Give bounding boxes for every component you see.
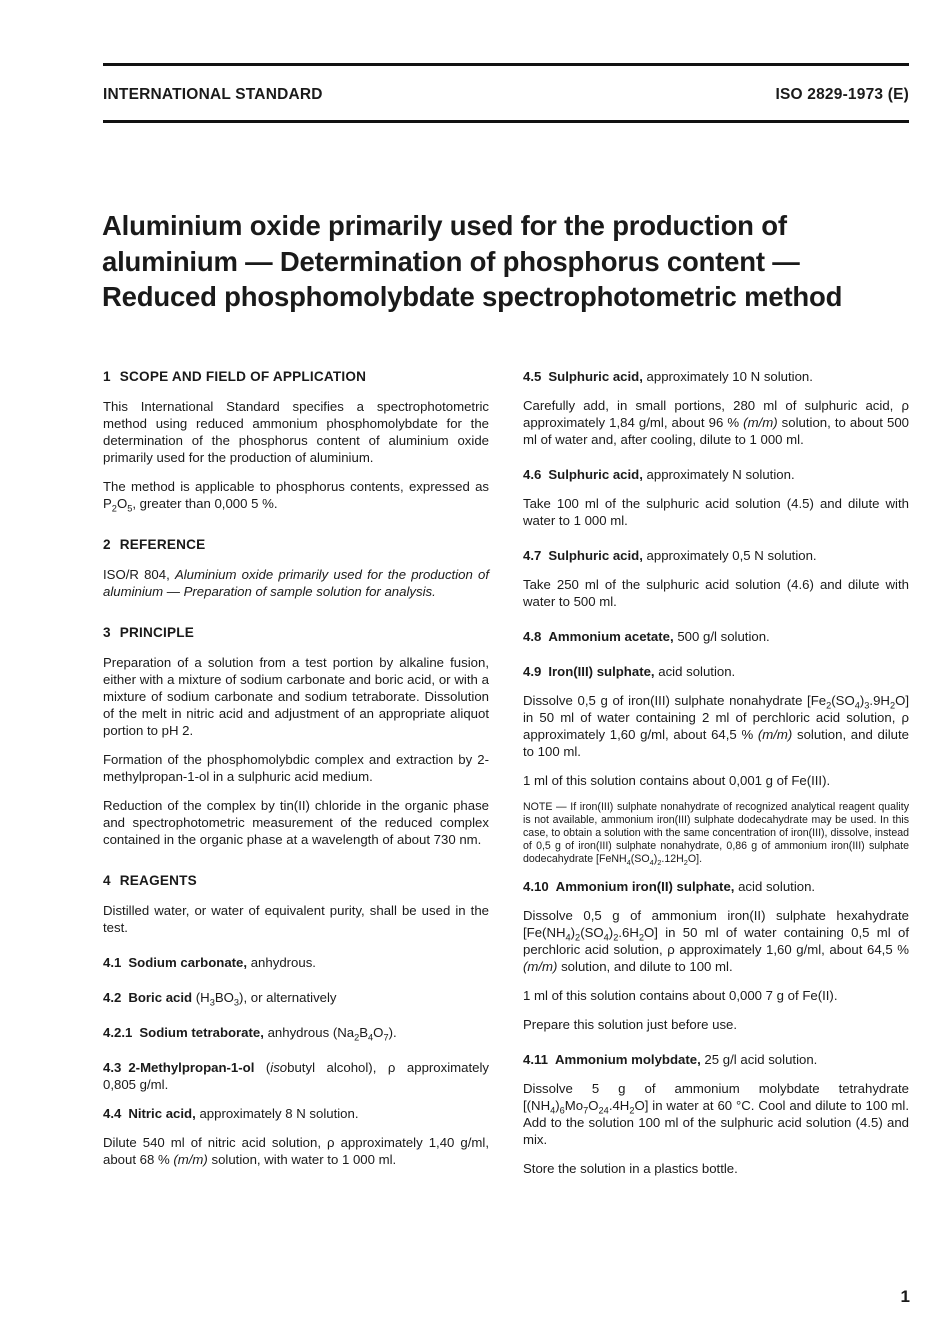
reagent-4-10-preparation: Prepare this solution just before use. [523,1017,738,1032]
reagent-4-5-method: Carefully add, in small portions, 280 ml of sulphuric acid, ρ approximately 1,84 g/ml, about 96 % (m/m) solution, to about 500 ml of water and, after cooling, dilute to 1 000 ml. [523,398,910,447]
section-1-heading: 1 SCOPE AND FIELD OF APPLICATION [103,369,367,384]
section-4-heading: 4 REAGENTS [103,873,197,888]
section-1-paragraph: This International Standard specifies a spectrophotometric method using reduced ammonium phosphomolybdate for the determination of the phosphorus content of aluminium oxide primarily used for the production of aluminium. [103,399,489,465]
section-3-heading: 3 PRINCIPLE [103,625,195,640]
standard-label: INTERNATIONAL STANDARD [103,86,323,103]
principle-paragraph-3: Reduction of the complex by tin(II) chloride in the organic phase and spectrophotometric measurement of the reduced complex contained in the organic phase at a wavelength of about 730 nm. [103,798,489,847]
reagent-4-10: 4.10 Ammonium iron(II) sulphate, acid solution. [523,879,816,894]
reagent-4-9-method: Dissolve 0,5 g of iron(III) sulphate nonahydrate $[Fe_2(SO_4)_3.9H_2O]$ in 50 ml of water containing 2 ml of perchloric acid solution, ρ approximately 1,60 g/ml, about 64,5 % (m/m) solution, and dilute to 100 ml. [523,693,910,759]
page-number: 1 [900,1287,910,1306]
left-column [103,368,489,1180]
reagent-4-9: 4.9 Iron(III) sulphate, acid solution. [523,664,736,679]
reagent-4-4-method: Dilute 540 ml of nitric acid solution, ρ approximately 1,40 g/ml, about 68 % (m/m) solution, with water to 1 000 ml. [103,1135,489,1167]
reagent-4-10-concentration: 1 ml of this solution contains about 0,000 7 g of Fe(II). [523,988,838,1003]
section-1-applicability: The method is applicable to phosphorus contents, expressed as $P_2O_5$, greater than 0,000 5 %. [103,479,489,514]
reagent-4-7: 4.7 Sulphuric acid, approximately 0,5 N solution. [523,548,817,563]
reagent-4-7-method: Take 250 ml of the sulphuric acid solution (4.6) and dilute with water to 500 ml. [523,577,909,609]
reagents-intro: Distilled water, or water of equivalent purity, shall be used in the test. [103,903,489,935]
reagent-4-1: 4.1 Sodium carbonate, anhydrous. [103,955,316,970]
reagent-4-9-concentration: 1 ml of this solution contains about 0,001 g of Fe(III). [523,773,831,788]
reagent-4-2-1: 4.2.1 Sodium tetraborate, anhydrous $(Na_2B_4O_7)$. [103,1025,397,1043]
reagent-4-9-note: NOTE — If iron(III) sulphate nonahydrate of recognized analytical reagent quality is not available, ammonium iron(III) sulphate dodecahydrate may be used. In this case, to obtain a solution with the same concentration of iron(III), dissolve, instead of 0,5 g of iron(III) sulphate nonahydrate, 0,86 g of ammonium iron(III) sulphate dodecahydrate $[FeNH_4(SO_4)_2.12H_2O]$. [523,801,909,868]
reagent-4-3: 4.3 2-Methylpropan-1-ol (isobutyl alcohol), ρ approximately 0,805 g/ml. [103,1060,489,1092]
standard-number: ISO 2829-1973 (E) [775,86,909,103]
header-rule [103,120,909,123]
principle-paragraph-1: Preparation of a solution from a test portion by alkaline fusion, either with a mixture of sodium carbonate and boric acid, or with a mixture of sodium carbonate and sodium tetraborate. Dissolution of the melt in nitric acid and adjustment of an appropriate aliquot portion to pH 2. [103,655,489,738]
reagent-4-5: 4.5 Sulphuric acid, approximately 10 N solution. [523,369,813,384]
reagent-4-8: 4.8 Ammonium acetate, 500 g/l solution. [523,629,770,644]
reagent-4-11: 4.11 Ammonium molybdate, 25 g/l acid solution. [523,1052,818,1067]
reagent-4-4: 4.4 Nitric acid, approximately 8 N solution. [103,1106,359,1121]
reagent-4-11-method: Dissolve 5 g of ammonium molybdate tetrahydrate $[(NH_4)_6Mo_7O_{24}.4H_2O]$ in water at 60 °C. Cool and dilute to 100 ml. Add to the solution 100 ml of the sulphuric acid solution (4.5) and mix. [523,1081,909,1147]
reagent-4-6-method: Take 100 ml of the sulphuric acid solution (4.5) and dilute with water to 1 000 ml. [523,496,909,528]
reagent-4-10-method: Dissolve 0,5 g of ammonium iron(II) sulphate hexahydrate $[Fe(NH_4)_2(SO_4)_2.6H_2O]$ in 50 ml of water containing 0,5 ml of perchloric acid solution, ρ approximately 1,60 g/ml, about 64,5 % (m/m) solution, and dilute to 100 ml. [523,908,909,974]
reagent-4-6: 4.6 Sulphuric acid, approximately N solution. [523,467,795,482]
reagent-4-2: 4.2 Boric acid $(H_3BO_3)$, or alternatively [103,990,337,1008]
reference-entry: ISO/R 804, Aluminium oxide primarily used for the production of aluminium — Preparation of sample solution for analysis. [103,567,489,599]
principle-paragraph-2: Formation of the phosphomolybdic complex and extraction by 2-methylpropan-1-ol in a sulphuric acid medium. [103,752,489,784]
section-2-heading: 2 REFERENCE [103,537,206,552]
reagent-4-11-storage: Store the solution in a plastics bottle. [523,1161,738,1176]
document-title: Aluminium oxide primarily used for the production of aluminium — Determination of phosphorus content — Reduced phosphomolybdate spectrophotometric method [102,210,843,312]
top-rule [103,63,909,66]
right-column [523,368,909,1189]
